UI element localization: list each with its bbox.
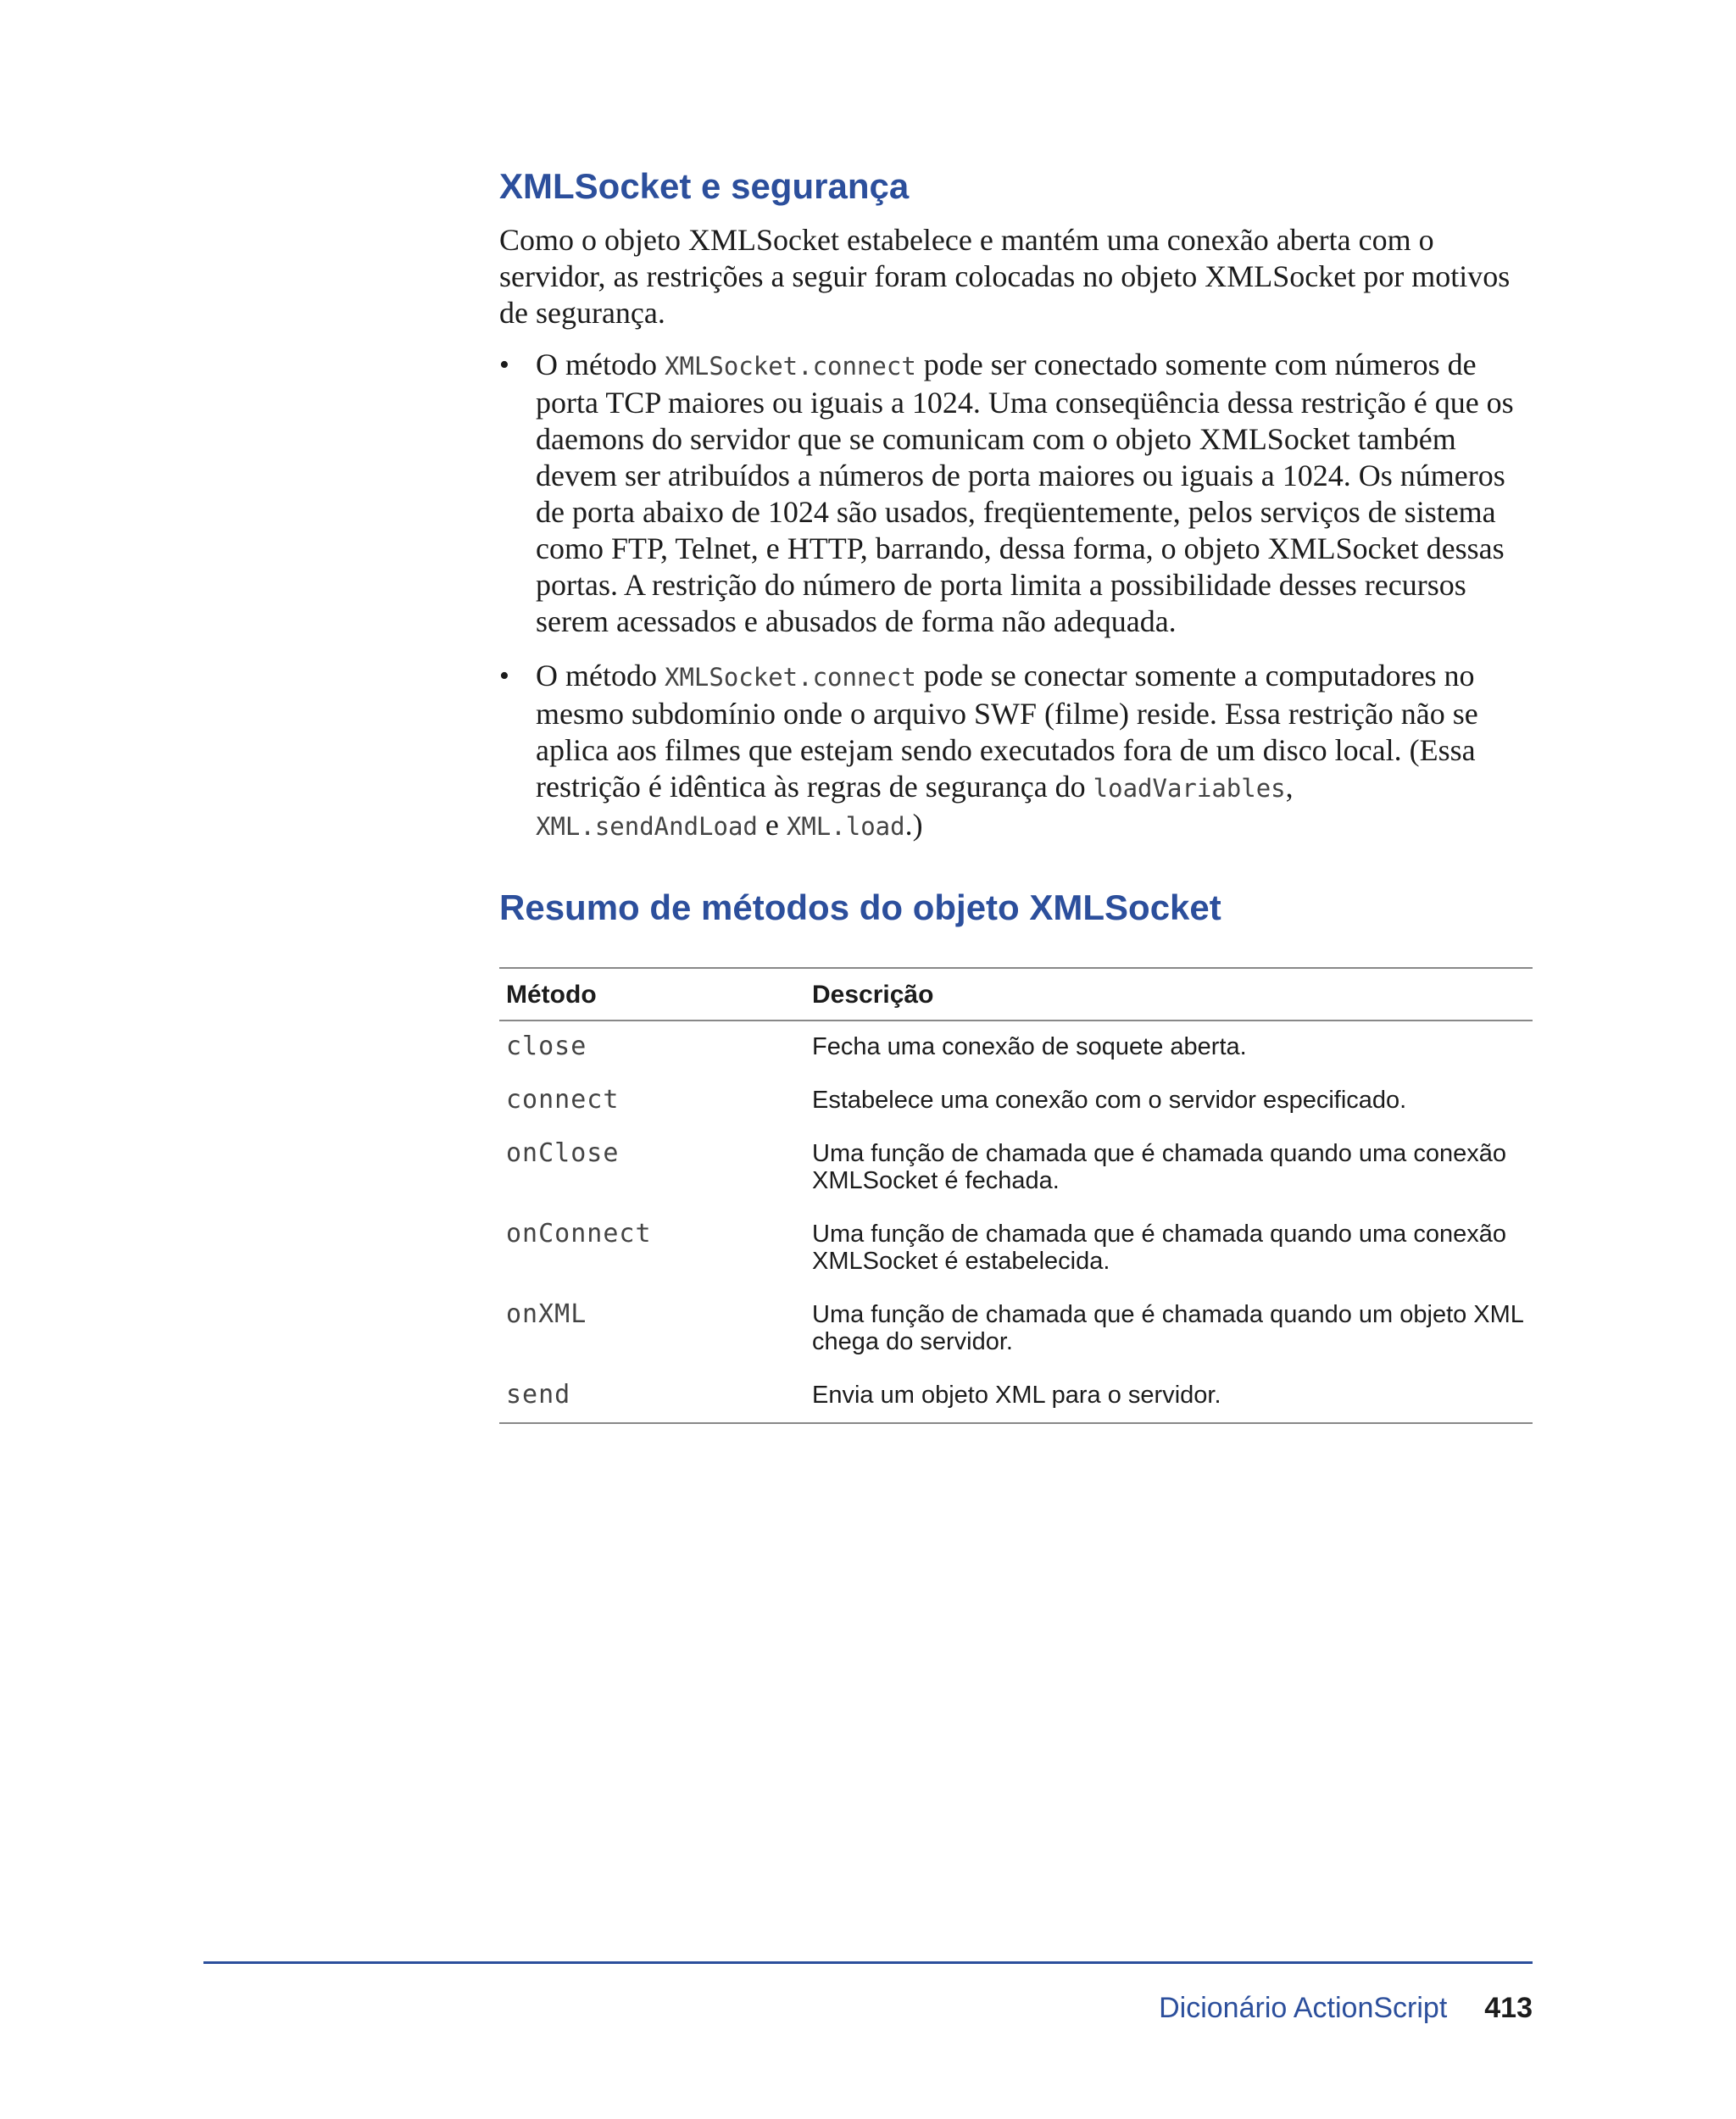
table-row — [499, 1371, 1533, 1423]
code-xml-sendandload: XML.sendAndLoad — [536, 812, 758, 841]
page-footer — [1159, 1992, 1533, 2025]
column-header-description: Descrição — [805, 968, 1533, 1021]
bullet-list — [499, 347, 1533, 845]
bullet-item-subdomain: • O método XMLSocket.connect pode se conectar somente a computadores no mesmo subdomínio onde o arquivo SWF (filme) reside. Essa restrição não se aplica aos filmes que estejam sendo executados fora de um disco local. (Essa restrição é idêntica às regras de segurança do loadVariables, XML.sendAndLoad e XML.load.) — [499, 659, 1478, 842]
bullet-icon: • — [499, 349, 509, 381]
method-name: onConnect — [506, 1219, 652, 1249]
page-content — [499, 161, 1533, 1424]
code-xml-load: XML.load — [786, 812, 905, 841]
column-header-method: Método — [499, 968, 805, 1021]
code-xmlsocket-connect: XMLSocket.connect — [664, 663, 916, 692]
method-description: Estabelece uma conexão com o servidor especificado. — [812, 1087, 1407, 1114]
method-description: Uma função de chamada que é chamada quando um objeto XML chega do servidor. — [812, 1301, 1523, 1355]
table-row — [499, 1210, 1533, 1291]
footer-book-title: Dicionário ActionScript — [1159, 1992, 1448, 2024]
footer-divider — [203, 1961, 1533, 1964]
method-name: connect — [506, 1085, 620, 1115]
method-name: close — [506, 1032, 587, 1061]
method-name: send — [506, 1380, 571, 1410]
table-header-row — [499, 968, 1533, 1021]
section-heading-security: XMLSocket e segurança — [499, 166, 910, 206]
table-row — [499, 1021, 1533, 1076]
code-xmlsocket-connect: XMLSocket.connect — [664, 352, 916, 381]
method-name: onXML — [506, 1299, 587, 1329]
method-description: Uma função de chamada que é chamada quando uma conexão XMLSocket é fechada. — [812, 1140, 1507, 1194]
intro-paragraph: Como o objeto XMLSocket estabelece e mantém uma conexão aberta com o servidor, as restrições a seguir foram colocadas no objeto XMLSocket por motivos de segurança. — [499, 223, 1511, 330]
table-row — [499, 1076, 1533, 1130]
method-description: Envia um objeto XML para o servidor. — [812, 1382, 1221, 1409]
page-number: 413 — [1484, 1992, 1533, 2024]
method-name: onClose — [506, 1138, 620, 1168]
table-row — [499, 1291, 1533, 1371]
section-heading-methods: Resumo de métodos do objeto XMLSocket — [499, 887, 1221, 927]
table-row — [499, 1130, 1533, 1210]
methods-table — [499, 967, 1533, 1424]
bullet-icon: • — [499, 660, 509, 692]
method-description: Uma função de chamada que é chamada quando uma conexão XMLSocket é estabelecida. — [812, 1221, 1507, 1275]
bullet-item-port: • O método XMLSocket.connect pode ser conectado somente com números de porta TCP maiores ou iguais a 1024. Uma conseqüência dessa restrição é que os daemons do servidor que se comunicam com o objeto XMLSocket também devem ser atribuídos a números de porta maiores ou iguais a 1024. Os números de porta abaixo de 1024 são usados, freqüentemente, pelos serviços de sistema como FTP, Telnet, e HTTP, barrando, dessa forma, o objeto XMLSocket dessas portas. A restrição do número de porta limita a possibilidade desses recursos serem acessados e abusados de forma não adequada. — [499, 348, 1514, 638]
code-loadvariables: loadVariables — [1093, 774, 1286, 803]
method-description: Fecha uma conexão de soquete aberta. — [812, 1033, 1247, 1060]
